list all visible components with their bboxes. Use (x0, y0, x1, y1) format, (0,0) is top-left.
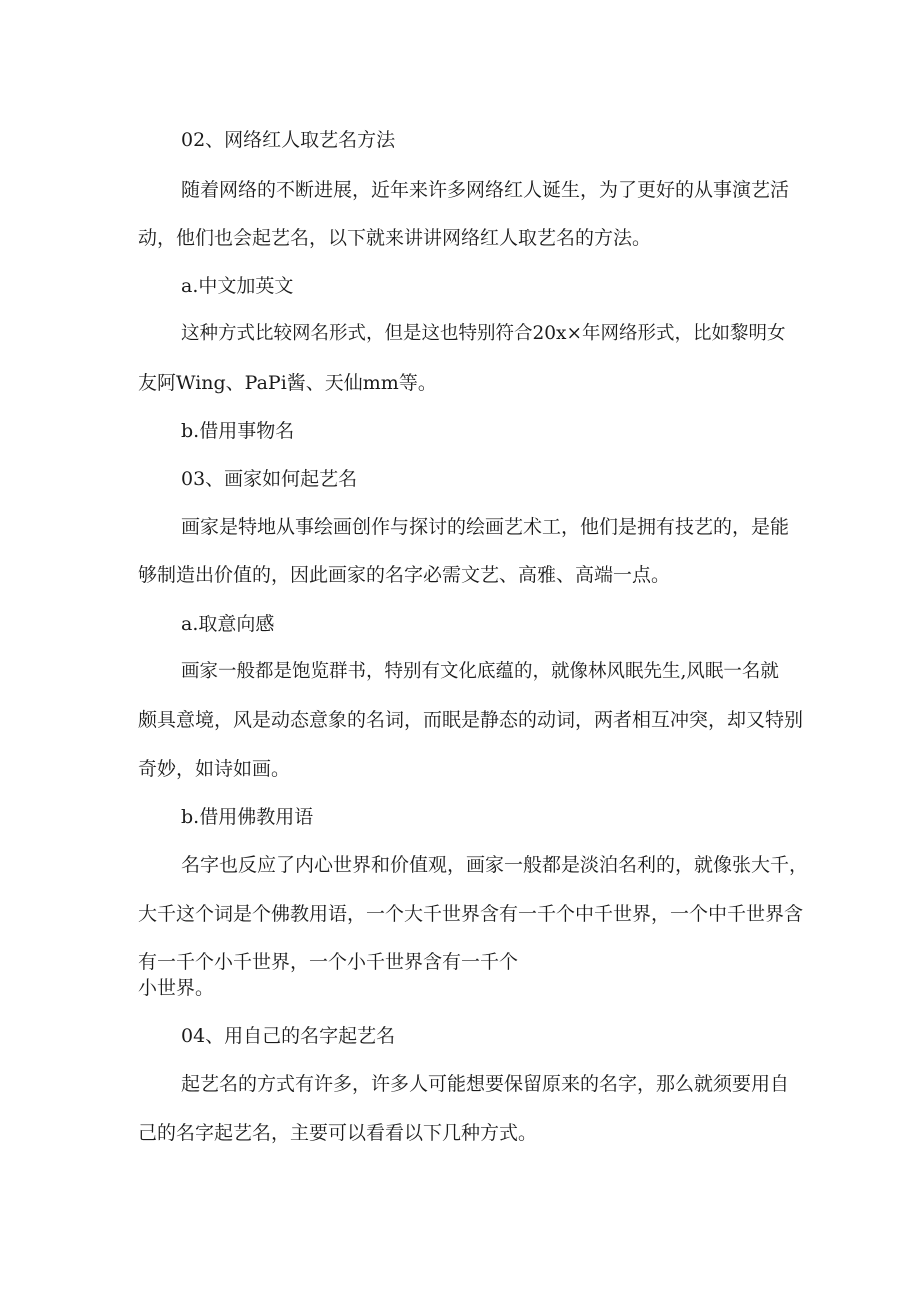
paragraph-line: 奇妙，如诗如画。 (138, 758, 291, 780)
paragraph-line: 起艺名的方式有许多，许多人可能想要保留原来的名字，那么就须要用自 (181, 1073, 790, 1095)
paragraph-line: 够制造出价值的，因此画家的名字必需文艺、高雅、高端一点。 (138, 564, 671, 586)
paragraph-line: 这种方式比较网名形式，但是这也特别符合20x×年网络形式，比如黎明女 (181, 323, 786, 344)
paragraph-line: 画家一般都是饱览群书，特别有文化底蕴的，就像林风眠先生,风眠一名就 (181, 661, 779, 682)
section-heading: 04、用自己的名字起艺名 (181, 1025, 396, 1047)
paragraph-line: 有一千个小千世界，一个小千世界含有一千个 (138, 951, 519, 973)
paragraph-line: 颇具意境，风是动态意象的名词，而眠是静态的动词，两者相互冲突，却又特别 (138, 709, 804, 731)
subheading: a.取意向感 (181, 613, 275, 635)
subheading: b.借用事物名 (181, 420, 295, 442)
paragraph-line: 小世界。 (138, 977, 215, 999)
section-heading: 03、画家如何起艺名 (181, 468, 358, 490)
subheading: b.借用佛教用语 (181, 806, 314, 828)
paragraph-line: 友阿Wing、PaPi酱、天仙mm等。 (138, 372, 437, 394)
paragraph-line: 己的名字起艺名，主要可以看看以下几种方式。 (138, 1122, 538, 1144)
subheading: a.中文加英文 (181, 275, 294, 297)
section-heading: 02、网络红人取艺名方法 (181, 129, 396, 151)
paragraph-line: 名字也反应了内心世界和价值观，画家一般都是淡泊名利的，就像张大千， (181, 854, 809, 876)
paragraph-line: 画家是特地从事绘画创作与探讨的绘画艺术工，他们是拥有技艺的，是能 (181, 516, 790, 538)
paragraph-line: 大千这个词是个佛教用语，一个大千世界含有一千个中千世界，一个中千世界含 (138, 903, 804, 925)
paragraph-line: 动，他们也会起艺名，以下就来讲讲网络红人取艺名的方法。 (138, 227, 652, 249)
paragraph-line: 随着网络的不断进展，近年来许多网络红人诞生，为了更好的从事演艺活 (181, 179, 790, 201)
